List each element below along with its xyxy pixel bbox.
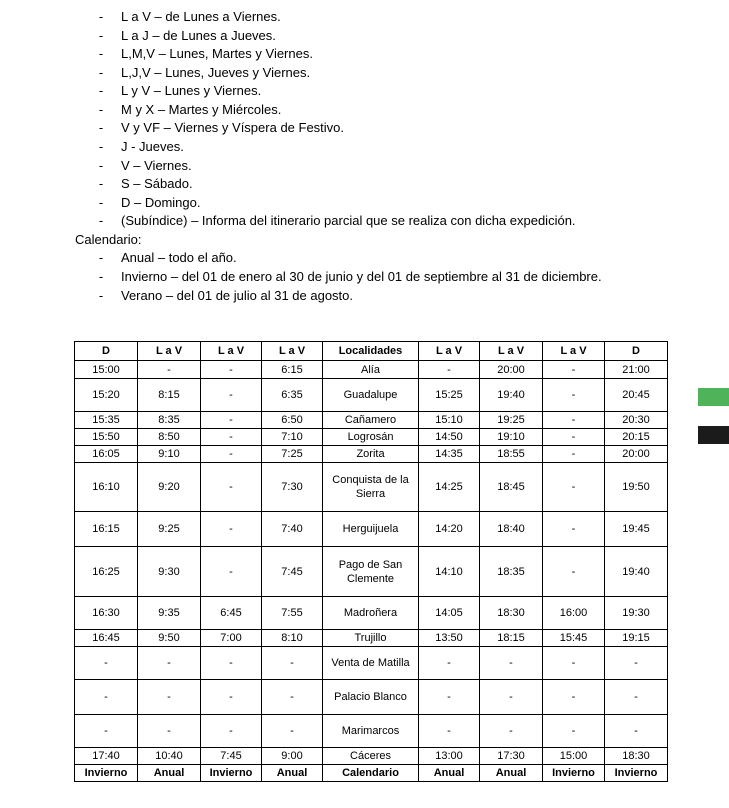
- table-cell: 9:25: [138, 512, 201, 547]
- table-row: [75, 630, 668, 647]
- table-cell: 19:30: [605, 597, 668, 630]
- table-row: [75, 715, 668, 748]
- table-cell: 6:50: [262, 412, 323, 429]
- legend-text: M y X – Martes y Miércoles.: [121, 102, 282, 117]
- table-row: [75, 446, 668, 463]
- column-header: L a V: [201, 342, 262, 361]
- table-cell: -: [75, 680, 138, 715]
- table-cell: 19:15: [605, 630, 668, 647]
- footer-cell: Anual: [138, 765, 201, 782]
- table-cell: 16:45: [75, 630, 138, 647]
- locality-cell: Herguijuela: [323, 512, 419, 547]
- table-cell: -: [543, 547, 605, 597]
- legend-dash: -: [98, 46, 104, 61]
- table-cell: 20:15: [605, 429, 668, 446]
- table-cell: 16:10: [75, 463, 138, 512]
- table-cell: -: [480, 715, 543, 748]
- table-cell: 15:10: [419, 412, 480, 429]
- table-cell: 18:55: [480, 446, 543, 463]
- table-cell: 13:00: [419, 748, 480, 765]
- table-row: [75, 748, 668, 765]
- locality-cell: Venta de Matilla: [323, 647, 419, 680]
- column-header: L a V: [543, 342, 605, 361]
- table-cell: 21:00: [605, 361, 668, 379]
- table-row: [75, 547, 668, 597]
- table-cell: 15:20: [75, 379, 138, 412]
- green-marker: [698, 388, 729, 406]
- table-cell: 14:50: [419, 429, 480, 446]
- black-marker: [698, 426, 729, 444]
- footer-cell: Invierno: [543, 765, 605, 782]
- table-cell: 7:55: [262, 597, 323, 630]
- table-cell: -: [543, 463, 605, 512]
- footer-cell: Anual: [419, 765, 480, 782]
- table-cell: 9:30: [138, 547, 201, 597]
- legend-text: V – Viernes.: [121, 158, 192, 173]
- table-cell: 7:10: [262, 429, 323, 446]
- table-cell: 7:45: [201, 748, 262, 765]
- table-cell: 6:15: [262, 361, 323, 379]
- legend-dash: -: [98, 195, 104, 210]
- table-cell: 13:50: [419, 630, 480, 647]
- calendar-text: Verano – del 01 de julio al 31 de agosto.: [121, 288, 354, 303]
- table-cell: -: [262, 680, 323, 715]
- table-cell: 7:25: [262, 446, 323, 463]
- table-cell: -: [605, 715, 668, 748]
- calendar-dash: -: [98, 269, 104, 284]
- table-cell: 7:45: [262, 547, 323, 597]
- table-cell: 9:20: [138, 463, 201, 512]
- table-row: [75, 597, 668, 630]
- table-row: [75, 512, 668, 547]
- table-row: [75, 412, 668, 429]
- table-cell: 17:30: [480, 748, 543, 765]
- table-cell: 19:25: [480, 412, 543, 429]
- table-cell: -: [605, 647, 668, 680]
- legend-text: L y V – Lunes y Viernes.: [121, 83, 262, 98]
- table-cell: -: [419, 680, 480, 715]
- footer-cell: Anual: [480, 765, 543, 782]
- table-cell: -: [138, 715, 201, 748]
- table-cell: -: [201, 547, 262, 597]
- legend-dash: -: [98, 9, 104, 24]
- footer-cell: Invierno: [201, 765, 262, 782]
- table-cell: 19:40: [605, 547, 668, 597]
- footer-cell: Calendario: [323, 765, 419, 782]
- table-cell: -: [201, 429, 262, 446]
- table-cell: -: [419, 361, 480, 379]
- table-cell: 20:00: [480, 361, 543, 379]
- table-cell: -: [201, 412, 262, 429]
- table-cell: 8:35: [138, 412, 201, 429]
- header-row: [75, 342, 668, 361]
- legend-dash: -: [98, 65, 104, 80]
- locality-cell: Madroñera: [323, 597, 419, 630]
- table-cell: 18:30: [605, 748, 668, 765]
- table-cell: 18:15: [480, 630, 543, 647]
- legend-text: L,J,V – Lunes, Jueves y Viernes.: [121, 65, 311, 80]
- schedule-table: [74, 341, 668, 782]
- table-cell: 15:50: [75, 429, 138, 446]
- table-cell: 19:40: [480, 379, 543, 412]
- locality-cell: Palacio Blanco: [323, 680, 419, 715]
- table-cell: 19:45: [605, 512, 668, 547]
- table-cell: 19:10: [480, 429, 543, 446]
- legend-text: (Subíndice) – Informa del itinerario parcial que se realiza con dicha expedición.: [121, 213, 576, 228]
- table-row: [75, 361, 668, 379]
- legend-dash: -: [98, 28, 104, 43]
- table-cell: 8:15: [138, 379, 201, 412]
- table-cell: 14:35: [419, 446, 480, 463]
- calendar-footer-row: [75, 765, 668, 782]
- table-cell: -: [543, 412, 605, 429]
- table-row: [75, 647, 668, 680]
- calendar-text: Anual – todo el año.: [121, 250, 237, 265]
- legend-dash: -: [98, 139, 104, 154]
- calendar-text: Invierno – del 01 de enero al 30 de junio y del 01 de septiembre al 31 de diciembre.: [121, 269, 602, 284]
- legend-dash: -: [98, 120, 104, 135]
- table-cell: -: [543, 361, 605, 379]
- table-cell: 15:35: [75, 412, 138, 429]
- table-cell: -: [201, 680, 262, 715]
- table-cell: 14:10: [419, 547, 480, 597]
- legend-text: V y VF – Viernes y Víspera de Festivo.: [121, 120, 345, 135]
- table-cell: 9:10: [138, 446, 201, 463]
- table-cell: 8:50: [138, 429, 201, 446]
- legend-text: J - Jueves.: [121, 139, 184, 154]
- table-cell: 17:40: [75, 748, 138, 765]
- table-cell: 18:40: [480, 512, 543, 547]
- calendar-dash: -: [98, 288, 104, 303]
- column-header: L a V: [138, 342, 201, 361]
- table-cell: -: [480, 647, 543, 680]
- table-cell: -: [543, 680, 605, 715]
- footer-cell: Anual: [262, 765, 323, 782]
- table-row: [75, 463, 668, 512]
- table-cell: 16:25: [75, 547, 138, 597]
- table-cell: 16:00: [543, 597, 605, 630]
- table-cell: -: [543, 647, 605, 680]
- column-header: Localidades: [323, 342, 419, 361]
- table-cell: 8:10: [262, 630, 323, 647]
- table-cell: 19:50: [605, 463, 668, 512]
- table-cell: -: [201, 715, 262, 748]
- table-cell: -: [419, 647, 480, 680]
- table-cell: 18:45: [480, 463, 543, 512]
- locality-cell: Trujillo: [323, 630, 419, 647]
- locality-cell: Zorita: [323, 446, 419, 463]
- table-cell: -: [480, 680, 543, 715]
- legend-dash: -: [98, 213, 104, 228]
- table-cell: -: [138, 647, 201, 680]
- footer-cell: Invierno: [605, 765, 668, 782]
- table-cell: 14:25: [419, 463, 480, 512]
- table-cell: -: [201, 361, 262, 379]
- footer-cell: Invierno: [75, 765, 138, 782]
- table-cell: 16:05: [75, 446, 138, 463]
- legend-text: L,M,V – Lunes, Martes y Viernes.: [121, 46, 313, 61]
- locality-cell: Marimarcos: [323, 715, 419, 748]
- legend-text: L a V – de Lunes a Viernes.: [121, 9, 281, 24]
- column-header: D: [75, 342, 138, 361]
- table-row: [75, 379, 668, 412]
- table-cell: -: [605, 680, 668, 715]
- table-cell: -: [75, 715, 138, 748]
- calendar-title: Calendario:: [75, 232, 142, 247]
- table-cell: -: [201, 463, 262, 512]
- column-header: L a V: [480, 342, 543, 361]
- locality-cell: Pago de San Clemente: [323, 547, 419, 597]
- table-cell: 15:00: [543, 748, 605, 765]
- legend-text: D – Domingo.: [121, 195, 201, 210]
- table-cell: 9:50: [138, 630, 201, 647]
- table-cell: -: [201, 647, 262, 680]
- table-cell: 20:00: [605, 446, 668, 463]
- legend-dash: -: [98, 102, 104, 117]
- table-cell: -: [201, 512, 262, 547]
- table-cell: 18:35: [480, 547, 543, 597]
- table-cell: -: [262, 715, 323, 748]
- table-row: [75, 429, 668, 446]
- table-cell: 14:20: [419, 512, 480, 547]
- column-header: L a V: [262, 342, 323, 361]
- table-cell: 14:05: [419, 597, 480, 630]
- table-cell: 10:40: [138, 748, 201, 765]
- table-cell: -: [543, 429, 605, 446]
- table-row: [75, 680, 668, 715]
- table-cell: 9:35: [138, 597, 201, 630]
- table-cell: 20:30: [605, 412, 668, 429]
- table-cell: -: [543, 715, 605, 748]
- column-header: D: [605, 342, 668, 361]
- table-cell: -: [138, 361, 201, 379]
- table-cell: -: [543, 446, 605, 463]
- table-cell: 7:30: [262, 463, 323, 512]
- table-cell: 15:25: [419, 379, 480, 412]
- locality-cell: Logrosán: [323, 429, 419, 446]
- table-cell: -: [543, 379, 605, 412]
- table-cell: 16:15: [75, 512, 138, 547]
- locality-cell: Cáceres: [323, 748, 419, 765]
- table-cell: 9:00: [262, 748, 323, 765]
- table-cell: -: [419, 715, 480, 748]
- legend-dash: -: [98, 158, 104, 173]
- table-cell: 18:30: [480, 597, 543, 630]
- table-cell: -: [543, 512, 605, 547]
- locality-cell: Conquista de la Sierra: [323, 463, 419, 512]
- column-header: L a V: [419, 342, 480, 361]
- locality-cell: Cañamero: [323, 412, 419, 429]
- table-cell: -: [262, 647, 323, 680]
- table-cell: -: [201, 446, 262, 463]
- legend-dash: -: [98, 83, 104, 98]
- table-cell: 7:00: [201, 630, 262, 647]
- table-cell: -: [138, 680, 201, 715]
- table-cell: -: [201, 379, 262, 412]
- locality-cell: Guadalupe: [323, 379, 419, 412]
- table-cell: 6:45: [201, 597, 262, 630]
- legend-text: L a J – de Lunes a Jueves.: [121, 28, 276, 43]
- locality-cell: Alía: [323, 361, 419, 379]
- table-cell: -: [75, 647, 138, 680]
- table-cell: 7:40: [262, 512, 323, 547]
- table-cell: 15:45: [543, 630, 605, 647]
- table-cell: 15:00: [75, 361, 138, 379]
- table-cell: 16:30: [75, 597, 138, 630]
- calendar-dash: -: [98, 250, 104, 265]
- legend-dash: -: [98, 176, 104, 191]
- legend-text: S – Sábado.: [121, 176, 193, 191]
- table-cell: 6:35: [262, 379, 323, 412]
- table-cell: 20:45: [605, 379, 668, 412]
